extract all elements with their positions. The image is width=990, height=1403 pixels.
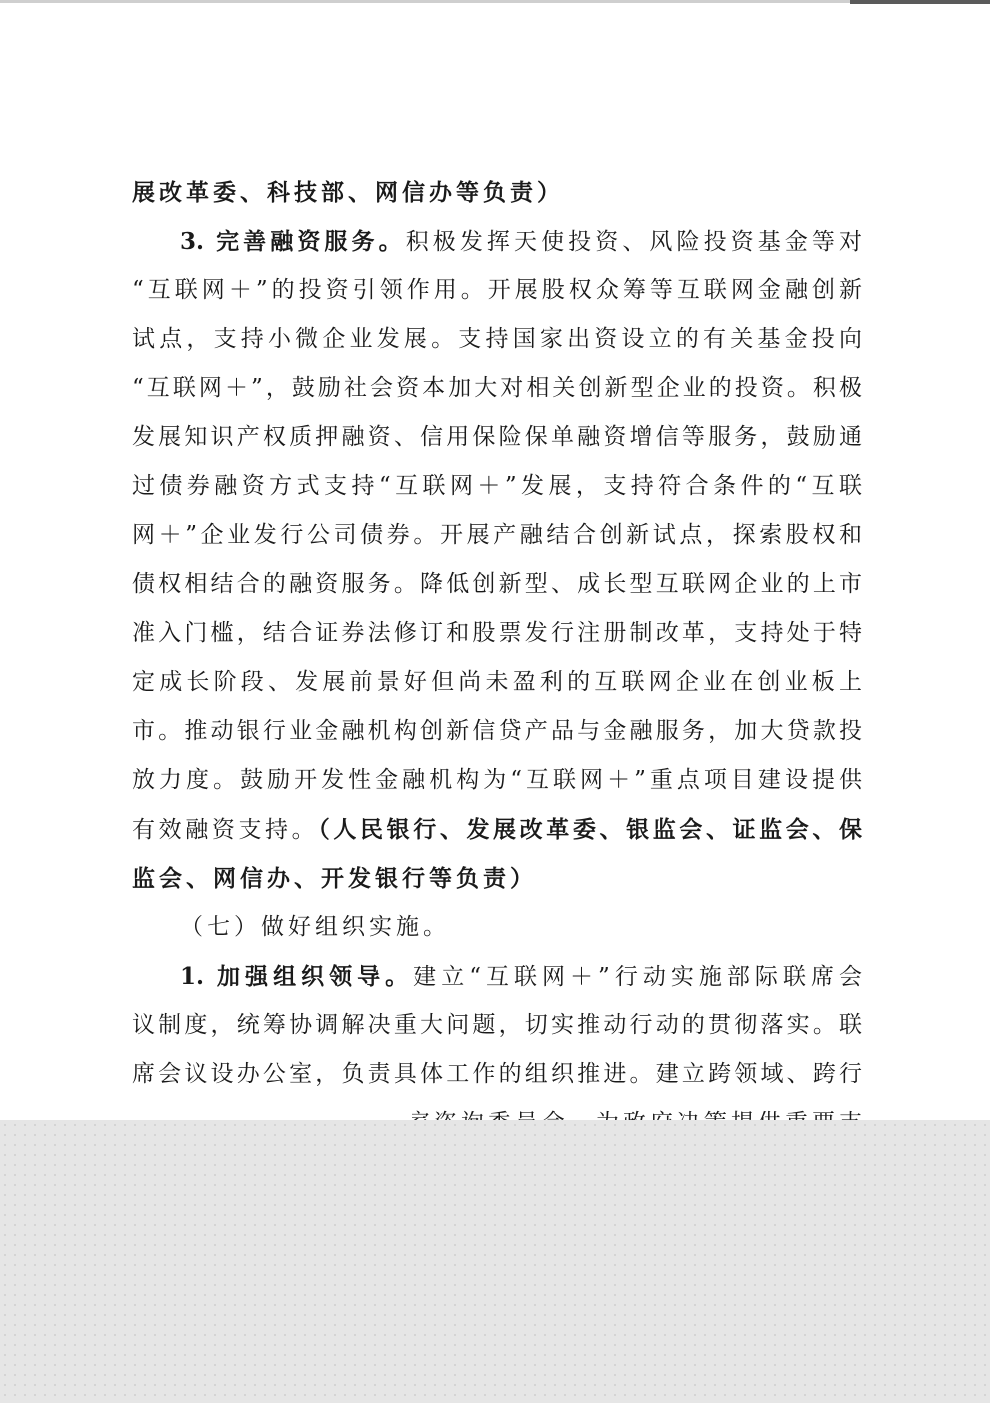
- text-line: “互联网＋”，鼓励社会资本加大对相关创新型企业的投资。积极: [132, 375, 862, 401]
- text-line-rest: 积极发挥天使投资、风险投资基金等对: [405, 229, 862, 255]
- blank-scan-area: [0, 1120, 990, 1403]
- text-line: 展改革委、科技部、网信办等负责）: [132, 179, 564, 206]
- text-line: “互联网＋”的投资引领作用。开展股权众筹等互联网金融创新: [132, 277, 862, 303]
- text-line: 网＋”企业发行公司债券。开展产融结合创新试点，探索股权和: [132, 522, 862, 548]
- text-line: 监会、网信办、开发银行等负责）: [132, 865, 537, 892]
- document-page: [132, 168, 862, 1137]
- scan-top-edge: [0, 0, 990, 3]
- text-line: 有效融资支持。（人民银行、发展改革委、银监会、证监会、保: [132, 816, 863, 843]
- text-line: 定成长阶段、发展前景好但尚未盈利的互联网企业在创业板上: [132, 669, 862, 695]
- text-line: 发展知识产权质押融资、信用保险保单融资增信等服务，鼓励通: [132, 424, 862, 450]
- text-line: 1. 加强组织领导。建立“互联网＋”行动实施部际联席会: [180, 963, 862, 990]
- text-line: 市。推动银行业金融机构创新信贷产品与金融服务，加大贷款投: [132, 718, 862, 744]
- text-line: 席会议设办公室，负责具体工作的组织推进。建立跨领域、跨行: [132, 1061, 862, 1087]
- text-line: 准入门槛，结合证券法修订和股票发行注册制改革，支持处于特: [132, 620, 862, 646]
- section-heading: （七）做好组织实施。: [180, 914, 450, 940]
- text-line: 债权相结合的融资服务。降低创新型、成长型互联网企业的上市: [132, 571, 862, 597]
- scan-top-edge-dark: [850, 0, 990, 4]
- text-line: 试点，支持小微企业发展。支持国家出资设立的有关基金投向: [132, 326, 862, 352]
- text-line: 过债券融资方式支持“互联网＋”发展，支持符合条件的“互联: [132, 473, 862, 499]
- text-line: 3. 完善融资服务。积极发挥天使投资、风险投资基金等对: [180, 228, 862, 255]
- text-line: 放力度。鼓励开发性金融机构为“互联网＋”重点项目建设提供: [132, 767, 862, 793]
- text-line: 议制度，统筹协调解决重大问题，切实推动行动的贯彻落实。联: [132, 1012, 862, 1038]
